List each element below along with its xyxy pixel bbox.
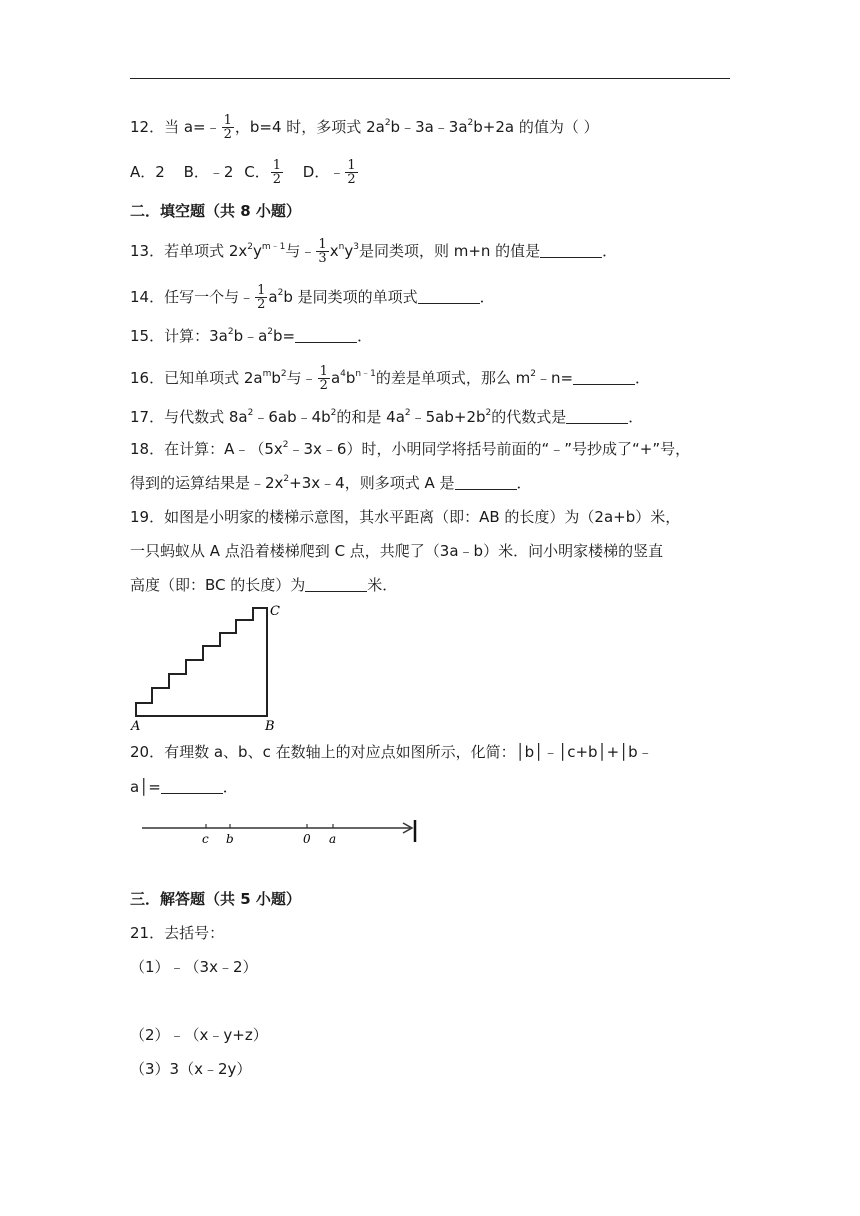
question-19-line-2: 一只蚂蚁从 A 点沿着楼梯爬到 C 点，共爬了（3a﹣b）米．问小明家楼梯的竖直 xyxy=(130,542,664,560)
question-21-part-3: （3）3（x﹣2y） xyxy=(130,1060,252,1078)
option-b: B．﹣2 xyxy=(183,163,234,181)
option-d: D．﹣ $\frac{1}{2}$ xyxy=(302,158,356,187)
header-rule xyxy=(130,78,730,79)
answer-blank xyxy=(418,288,480,304)
question-19-line-1: 19．如图是小明家的楼梯示意图，其水平距离（即：AB 的长度）为（2a+b）米， xyxy=(130,508,681,526)
question-18-line-2: 得到的运算结果是$﹣2x^2+3x﹣4$，则多项式 A 是 ． xyxy=(130,474,532,492)
answer-blank xyxy=(573,369,635,385)
fraction: $\frac{1}{2}$ xyxy=(223,113,232,142)
staircase-figure xyxy=(128,600,288,735)
point-c-label: c xyxy=(202,832,209,846)
point-b-label: b xyxy=(226,832,234,846)
option-c: C． $\frac{1}{2}$ xyxy=(244,158,281,187)
question-17: 17．与代数式 $8a^2﹣6ab﹣4b^2$的和是 $4a^2﹣5ab+2b^2$的代数式是 ． xyxy=(130,408,644,426)
question-12: 12．当 a=﹣ $\frac{1}{2}$ ，b=4 时，多项式 $2a^2b﹣3a﹣3a^2b+2a$ 的值为（ ） xyxy=(130,113,599,142)
section-3-heading: 三．解答题（共 5 小题） xyxy=(130,890,301,908)
question-12-options xyxy=(130,159,359,186)
answer-blank xyxy=(295,327,357,343)
question-14: 14．任写一个与﹣ $\frac{1}{2}$ $a^2b$ 是同类项的单项式 ． xyxy=(130,283,495,312)
question-19-line-3: 高度（即：BC 的长度）为 米． xyxy=(130,576,398,594)
section-2-heading: 二．填空题（共 8 小题） xyxy=(130,202,301,220)
question-18-line-1: 18．在计算：$A﹣(5x^2﹣3x﹣6)$时，小明同学将括号前面的“﹣”号抄成了“+”号， xyxy=(130,440,691,458)
answer-blank xyxy=(161,778,223,794)
answer-blank xyxy=(540,242,602,258)
question-15: 15．计算：$3a^2b﹣a^2b=$ ． xyxy=(130,327,373,345)
label-b: B xyxy=(265,719,275,734)
question-13: 13．若单项式 $2x^2y^{m﹣1}$与﹣ $\frac{1}{3}$ $x^ny^3$是同类项，则 m+n 的值是 ． xyxy=(130,237,618,266)
staircase-outline xyxy=(136,608,267,716)
point-a-label: a xyxy=(329,832,337,846)
option-a: A．2 xyxy=(130,163,165,181)
question-20-line-2: a│= ． xyxy=(130,778,238,796)
question-20-line-1: 20．有理数 a、b、c 在数轴上的对应点如图所示，化简：│b│﹣│c+b│+│b﹣ xyxy=(130,743,653,761)
question-21-part-2: （2）﹣（x﹣y+z） xyxy=(130,1026,268,1044)
origin-label: 0 xyxy=(303,832,311,846)
answer-blank xyxy=(305,576,367,592)
label-a: A xyxy=(131,719,141,734)
number-line-figure xyxy=(140,815,425,847)
label-c: C xyxy=(270,604,280,619)
question-16: 16．已知单项式 $2a^mb^2$与﹣ $\frac{1}{2}$ $a^4b^{n﹣1}$的差是单项式，那么 $m^2﹣n=$ ． xyxy=(130,364,651,393)
answer-blank xyxy=(455,474,517,490)
question-21-title: 21．去括号： xyxy=(130,924,225,942)
answer-blank xyxy=(566,408,628,424)
question-21-part-1: （1）﹣（3x﹣2） xyxy=(130,958,258,976)
